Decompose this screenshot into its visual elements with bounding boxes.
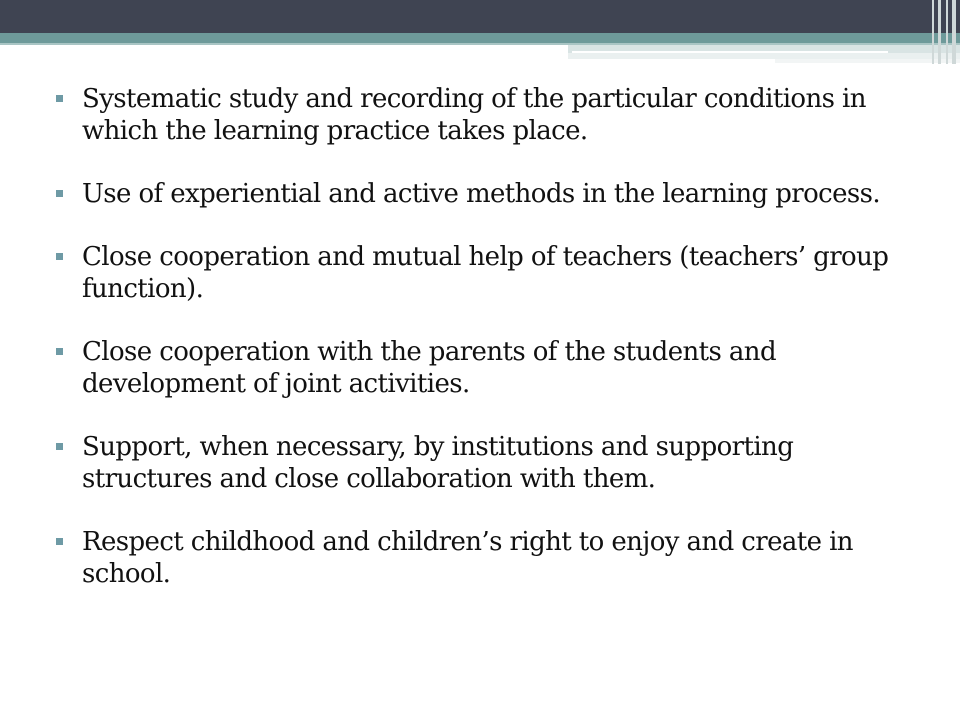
bullet-marker xyxy=(56,95,63,102)
bullet-text: Support, when necessary, by institutions and supporting structures and close collaboration with them. xyxy=(82,432,794,494)
bullet-list xyxy=(56,83,926,621)
bullet-item xyxy=(56,526,926,590)
bullet-text: Respect childhood and children’s right to enjoy and create in school. xyxy=(82,527,853,589)
bullet-item xyxy=(56,431,926,495)
bullet-text: Systematic study and recording of the particular conditions in which the learning practice takes place. xyxy=(82,84,866,146)
bullet-marker xyxy=(56,190,63,197)
bullet-text: Close cooperation with the parents of the students and development of joint activities. xyxy=(82,337,776,399)
header-vertical-lines xyxy=(928,0,960,64)
header-bar xyxy=(0,0,960,33)
bullet-text: Close cooperation and mutual help of teachers (teachers’ group function). xyxy=(82,242,889,304)
bullet-marker xyxy=(56,443,63,450)
bullet-text: Use of experiential and active methods in the learning process. xyxy=(82,179,881,209)
bullet-marker xyxy=(56,348,63,355)
bullet-item xyxy=(56,83,926,147)
bullet-marker xyxy=(56,538,63,545)
bullet-item xyxy=(56,178,926,210)
bullet-item xyxy=(56,336,926,400)
bullet-item xyxy=(56,241,926,305)
bullet-marker xyxy=(56,253,63,260)
header-divider xyxy=(572,51,888,53)
header-teal-band xyxy=(0,33,960,43)
